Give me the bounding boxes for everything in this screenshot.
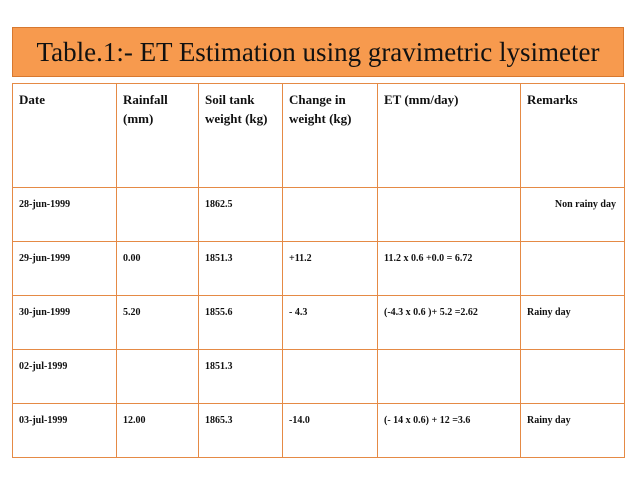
header-soil-tank-weight: Soil tank weight (kg)	[199, 84, 283, 188]
header-date: Date	[13, 84, 117, 188]
cell-date: 03-jul-1999	[13, 404, 117, 458]
title-banner	[12, 27, 624, 77]
cell-remarks: Rainy day	[521, 296, 625, 350]
cell-soil-tank-weight: 1851.3	[199, 242, 283, 296]
table-row	[13, 296, 625, 350]
cell-et: 11.2 x 0.6 +0.0 = 6.72	[378, 242, 521, 296]
cell-change-in-weight: +11.2	[283, 242, 378, 296]
table-row	[13, 188, 625, 242]
cell-soil-tank-weight: 1851.3	[199, 350, 283, 404]
page-title: Table.1:- ET Estimation using gravimetric lysimeter	[36, 36, 600, 67]
header-rainfall: Rainfall (mm)	[117, 84, 199, 188]
cell-soil-tank-weight: 1855.6	[199, 296, 283, 350]
cell-rainfall: 0.00	[117, 242, 199, 296]
cell-remarks: Non rainy day	[521, 188, 625, 242]
header-remarks: Remarks	[521, 84, 625, 188]
cell-et	[378, 350, 521, 404]
cell-remarks	[521, 350, 625, 404]
cell-change-in-weight	[283, 188, 378, 242]
table-header-row	[13, 84, 625, 188]
cell-change-in-weight: -14.0	[283, 404, 378, 458]
cell-et: (-4.3 x 0.6 )+ 5.2 =2.62	[378, 296, 521, 350]
cell-remarks: Rainy day	[521, 404, 625, 458]
cell-rainfall	[117, 188, 199, 242]
cell-date: 30-jun-1999	[13, 296, 117, 350]
cell-soil-tank-weight: 1862.5	[199, 188, 283, 242]
cell-date: 29-jun-1999	[13, 242, 117, 296]
table-row	[13, 242, 625, 296]
cell-date: 28-jun-1999	[13, 188, 117, 242]
cell-soil-tank-weight: 1865.3	[199, 404, 283, 458]
header-change-in-weight: Change in weight (kg)	[283, 84, 378, 188]
cell-rainfall	[117, 350, 199, 404]
cell-rainfall: 5.20	[117, 296, 199, 350]
table-row	[13, 350, 625, 404]
cell-et	[378, 188, 521, 242]
cell-et: (- 14 x 0.6) + 12 =3.6	[378, 404, 521, 458]
table-row	[13, 404, 625, 458]
cell-change-in-weight	[283, 350, 378, 404]
cell-remarks	[521, 242, 625, 296]
header-et: ET (mm/day)	[378, 84, 521, 188]
et-estimation-table	[12, 83, 625, 458]
cell-rainfall: 12.00	[117, 404, 199, 458]
cell-change-in-weight: - 4.3	[283, 296, 378, 350]
cell-date: 02-jul-1999	[13, 350, 117, 404]
